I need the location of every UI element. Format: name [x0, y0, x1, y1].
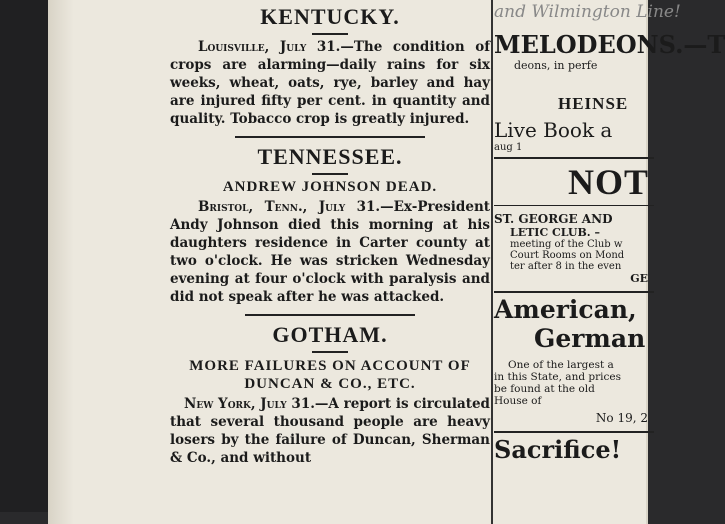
melodeons-ad [494, 30, 725, 59]
divider [312, 173, 348, 175]
club-subtitle: LETIC CLUB. – [510, 226, 600, 239]
melodeons-text: deons, in perfe [514, 59, 598, 72]
gotham-subheading: MORE FAILURES ON ACCOUNT OF DUNCAN & CO., ETC. [189, 358, 471, 392]
section-divider [245, 314, 415, 316]
club-sign: GE [630, 272, 648, 285]
tennessee-article [170, 198, 490, 306]
faded-header: and Wilmington Line! [494, 2, 681, 22]
ad-text: in this State, and prices [494, 371, 621, 383]
article-body: —The condition of crops are alarming—daily rains for six weeks, wheat, oats, rye, barley and hay are injured fifty per cent. in quantity and quality. Tobacco crop is greatly injured. [170, 39, 490, 127]
club-text: ter after 8 in the even [510, 261, 622, 272]
melodeons-title: MELODEONS.—T [494, 30, 725, 59]
column-rule [491, 0, 493, 524]
american-ad: American, [494, 295, 637, 324]
ad-text: One of the largest a [508, 359, 614, 371]
dateline: New York, July 31. [184, 396, 315, 412]
club-text: Court Rooms on Mond [510, 250, 625, 261]
ad-text: be found at the old [494, 383, 595, 395]
article-body: —Ex-President Andy Johnson died this morning at his daughters residence in Carter county at two o'clock. He was stricken Wednesday evening at four o'clock with paralysis and did not speak after he was attacked. [170, 199, 490, 305]
gotham-heading: GOTHAM. [272, 322, 388, 347]
ad-text: House of [494, 395, 542, 407]
club-text: meeting of the Club w [510, 239, 623, 250]
gotham-article [170, 395, 490, 467]
club-title: ST. GEORGE AND [494, 212, 613, 226]
kentucky-heading: KENTUCKY. [260, 4, 400, 29]
divider [312, 33, 348, 35]
news-column [170, 0, 490, 467]
dateline: Bristol, Tenn., July 31. [198, 199, 381, 215]
ad-address: No 19, 2 [595, 411, 648, 425]
date-note: aug 1 [494, 142, 523, 153]
live-book-ad: Live Book a [494, 118, 613, 142]
tennessee-heading: TENNESSEE. [257, 144, 403, 169]
notice-heading: NOT [568, 162, 650, 202]
dateline: Louisville, July 31. [198, 39, 341, 55]
heinse-heading: HEINSE [558, 94, 629, 113]
german-ad: German [534, 324, 646, 353]
newspaper-page [48, 0, 725, 524]
article-body: —A report is circulated that several thousand people are heavy losers by the failure of Duncan, Sherman & Co., and without [170, 396, 490, 466]
divider [312, 351, 348, 353]
ads-column [494, 0, 725, 464]
sacrifice-ad: Sacrifice! [494, 435, 622, 464]
tennessee-subheading: ANDREW JOHNSON DEAD. [222, 179, 438, 195]
section-divider [235, 136, 425, 138]
kentucky-article [170, 38, 490, 128]
